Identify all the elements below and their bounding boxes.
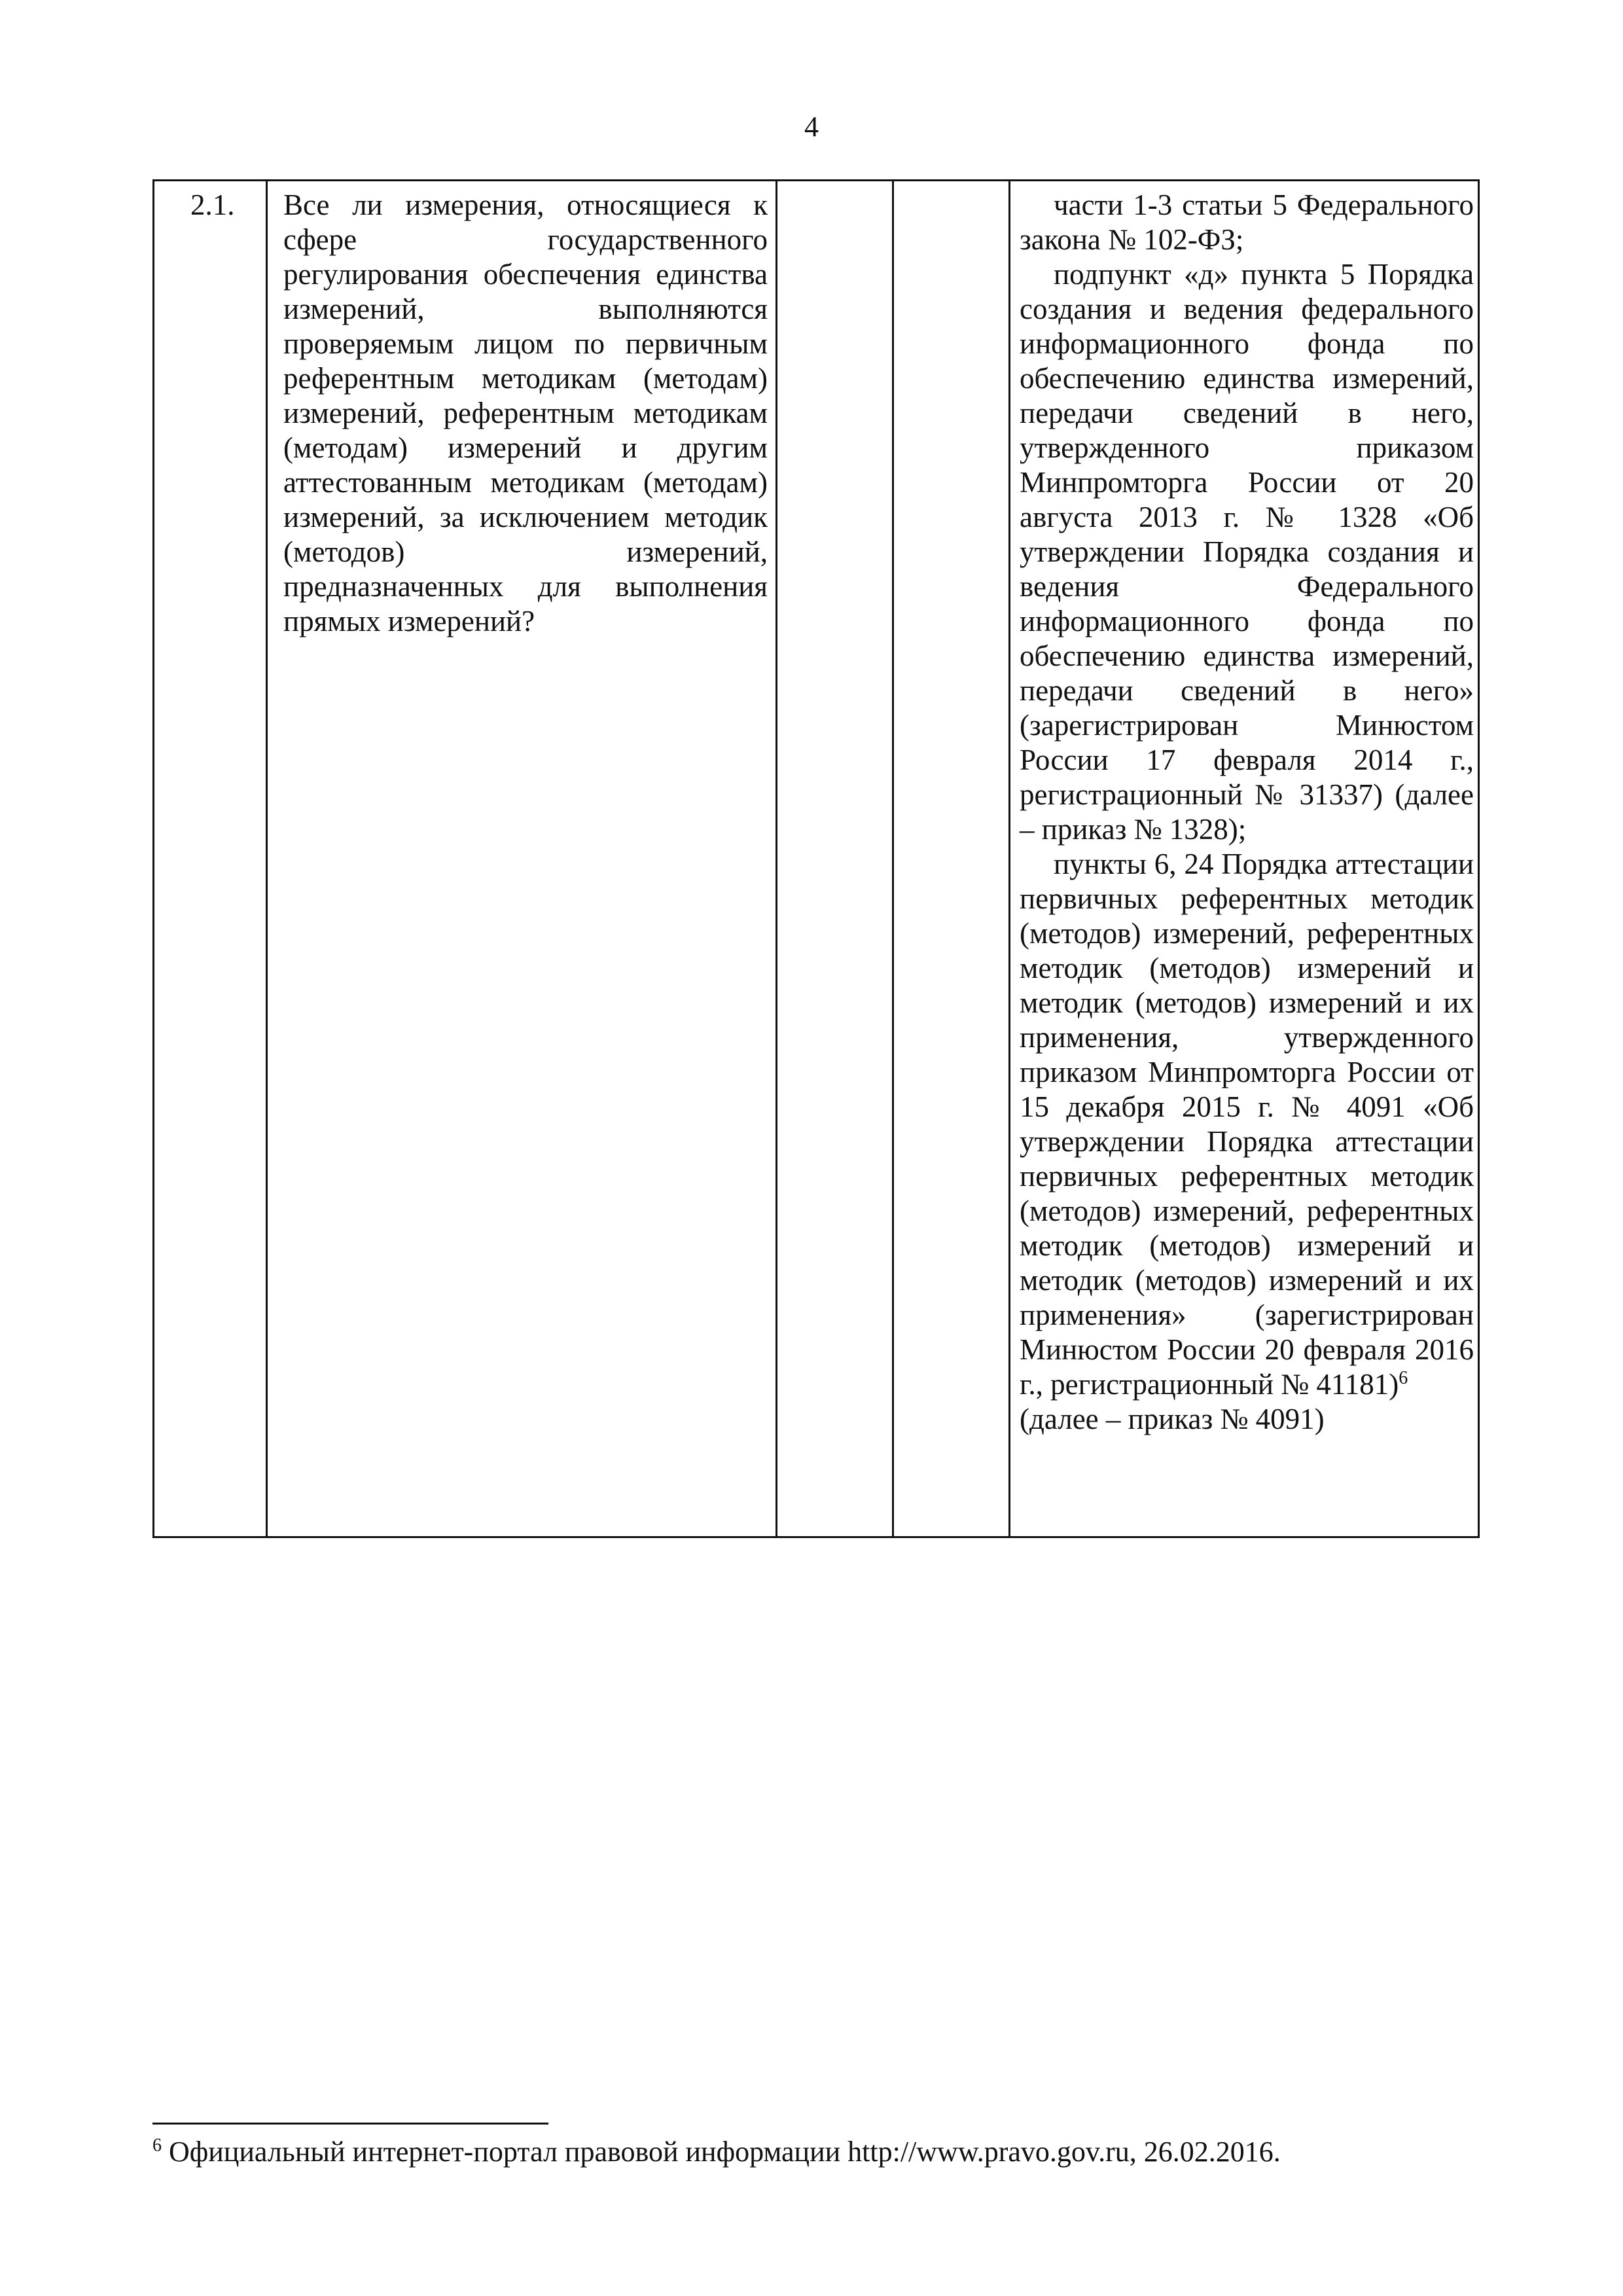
legal-basis-text <box>1010 181 1478 1442</box>
question-cell <box>267 181 777 1537</box>
legal-basis-cell <box>1010 181 1479 1537</box>
basis-paragraph-3 <box>1020 847 1474 1437</box>
footnote <box>152 2135 1461 2169</box>
basis-paragraph-1: части 1-3 статьи 5 Федерального закона № 102-ФЗ; <box>1020 188 1474 256</box>
page-number: 4 <box>804 111 819 143</box>
footnote-reference[interactable]: 6 <box>1399 1368 1408 1388</box>
footnote-text: Официальный интернет-портал правовой информации http://www.pravo.gov.ru, 26.02.2016. <box>162 2136 1281 2168</box>
footnote-separator <box>152 2123 548 2125</box>
empty-cell-4 <box>893 181 1010 1537</box>
footnote-mark: 6 <box>152 2135 162 2156</box>
row-number: 2.1. <box>190 188 235 221</box>
requirements-table <box>152 179 1480 1538</box>
table-row <box>154 181 1479 1537</box>
basis-tail: (далее – приказ № 4091) <box>1020 1403 1325 1435</box>
question-text: Все ли измерения, относящиеся к сфере государственного регулирования обеспечения единства измерений, выполняются проверяемым лицом по первичным референтным методикам (методам) измерений, референтным методикам (методам) измерений и другим аттестованным методикам (методам) измерений, за исключением методик (методов) измерений, предназначенных для выполнения прямых измерений? <box>283 188 768 637</box>
row-number-cell <box>154 181 267 1537</box>
empty-cell-3 <box>777 181 893 1537</box>
basis-paragraph-3-text: пункты 6, 24 Порядка аттестации первичных референтных методик (методов) измерений, референтных методик (методов) измерений и методик (методов) измерений и их применения, утвержденного приказом Минпромторга России от 15 декабря 2015 г. № 4091 «Об утверждении Порядка аттестации первичных референтных методик (методов) измерений, референтных методик (методов) измерений и методик (методов) измерений и их применения» (зарегистрирован Минюстом России 20 февраля 2016 г., регистрационный № 41181) <box>1020 848 1474 1401</box>
basis-paragraph-2: подпункт «д» пункта 5 Порядка создания и ведения федерального информационного фонда по обеспечению единства измерений, передачи сведений в него, утвержденного приказом Минпромторга России от 20 августа 2013 г. № 1328 «Об утверждении Порядка создания и ведения Федерального информационного фонда по обеспечению единства измерений, передачи сведений в него» (зарегистрирован Минюстом России 17 февраля 2014 г., регистрационный № 31337) (далее – приказ № 1328); <box>1020 258 1474 846</box>
